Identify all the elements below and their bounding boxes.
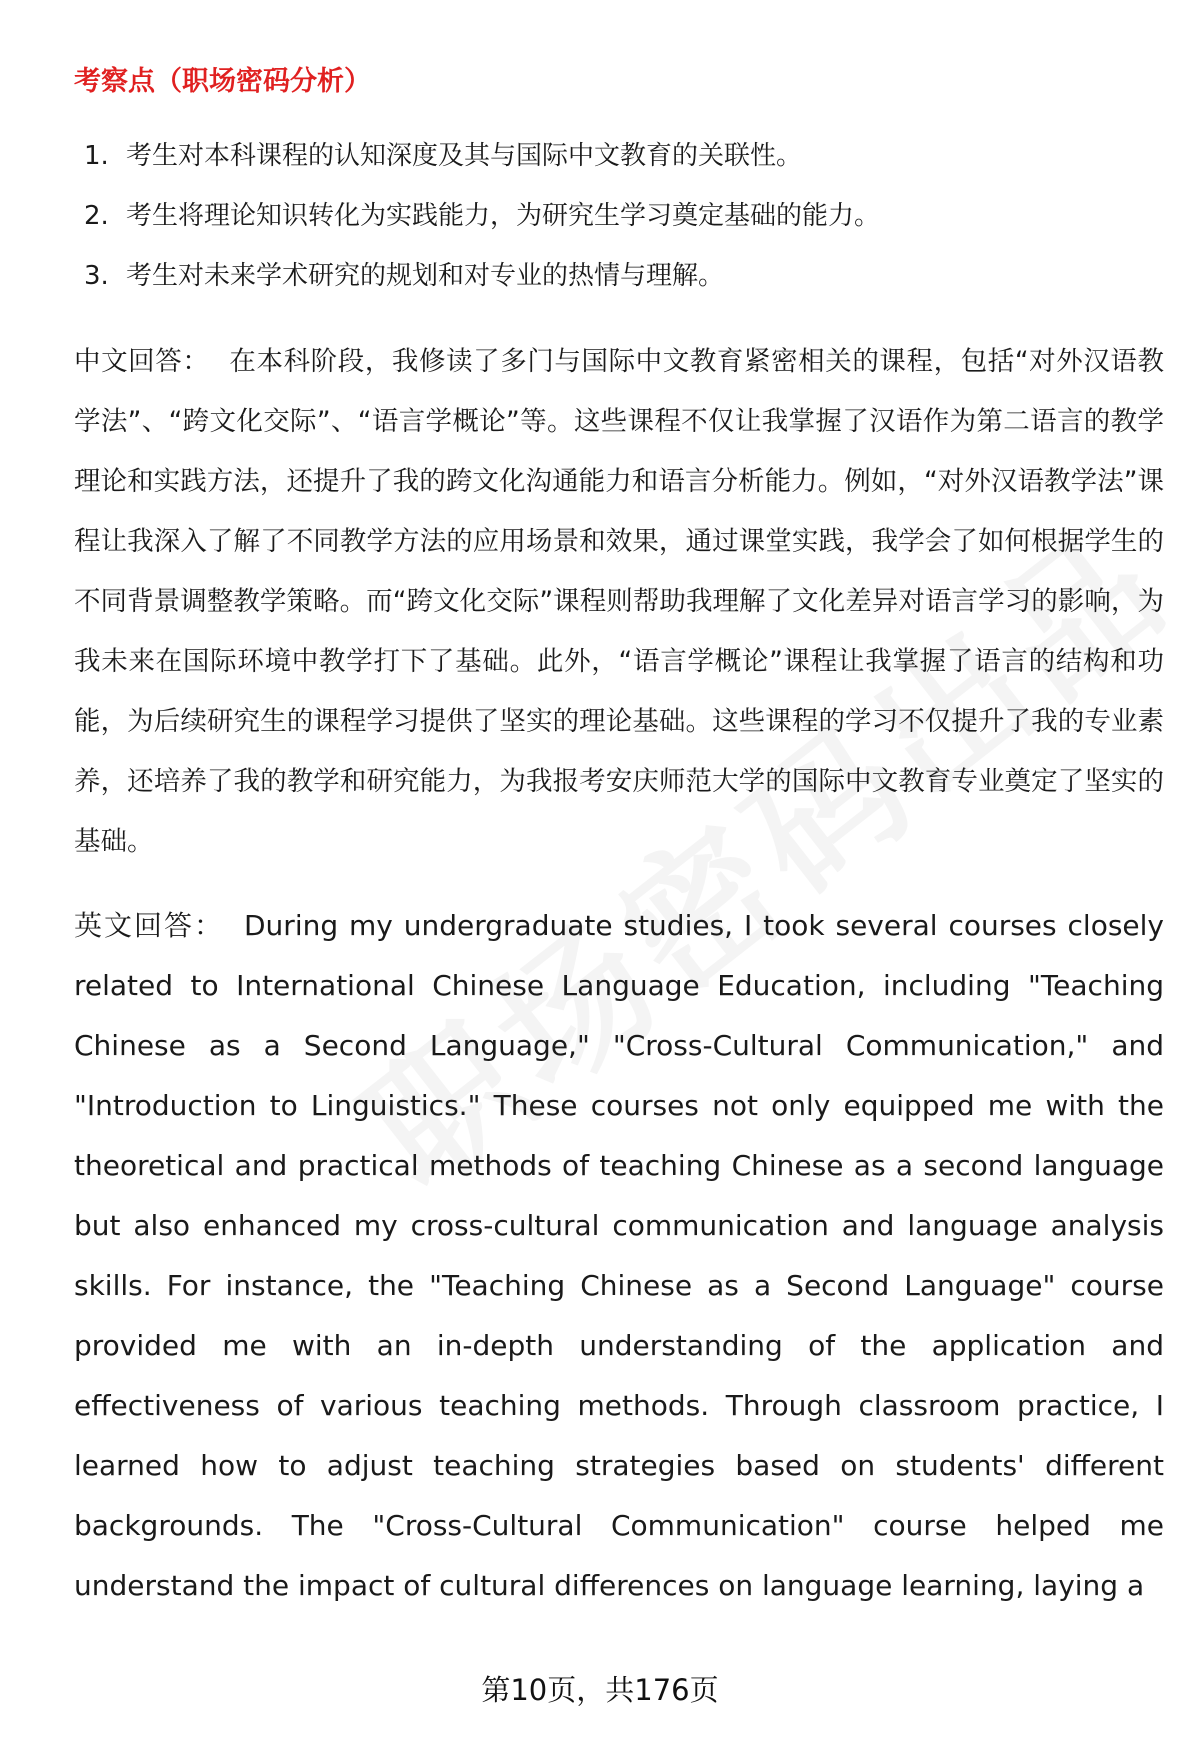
key-points-list	[74, 126, 1164, 306]
list-item	[74, 246, 1164, 306]
section-title: 考察点（职场密码分析）	[74, 66, 371, 97]
list-item	[74, 126, 1164, 186]
list-item-number: 1.	[84, 141, 109, 171]
chinese-answer-paragraph	[74, 332, 1164, 872]
english-answer-text: During my undergraduate studies, I took several courses closely related to International Chinese Language Education, including "Teaching Chinese as a Second Language," "Cross-Cultural Communication," and "Introduction to Linguistics." These courses not only equipped me with the theoretical and practical methods of teaching Chinese as a second language but also enhanced my cross-cultural communication and language analysis skills. For instance, the "Teaching Chinese as a Second Language" course provided me with an in-depth understanding of the application and effectiveness of various teaching methods. Through classroom practice, I learned how to adjust teaching strategies based on students' different backgrounds. The "Cross-Cultural Communication" course helped me understand the impact of cultural differences on language learning, laying a	[74, 909, 1164, 1602]
list-item-text: 考生对本科课程的认知深度及其与国际中文教育的关联性。	[126, 141, 803, 171]
list-item-text: 考生对未来学术研究的规划和对专业的热情与理解。	[126, 261, 725, 291]
list-item-text: 考生将理论知识转化为实践能力，为研究生学习奠定基础的能力。	[126, 201, 881, 231]
list-item	[74, 186, 1164, 246]
chinese-answer-text: 在本科阶段，我修读了多门与国际中文教育紧密相关的课程，包括“对外汉语教学法”、“跨文化交际”、“语言学概论”等。这些课程不仅让我掌握了汉语作为第二语言的教学理论和实践方法，还提升了我的跨文化沟通能力和语言分析能力。例如，“对外汉语教学法”课程让我深入了解了不同教学方法的应用场景和效果，通过课堂实践，我学会了如何根据学生的不同背景调整教学策略。而“跨文化交际”课程则帮助我理解了文化差异对语言学习的影响，为我未来在国际环境中教学打下了基础。此外，“语言学概论”课程让我掌握了语言的结构和功能，为后续研究生的课程学习提供了坚实的理论基础。这些课程的学习不仅提升了我的专业素养，还培养了我的教学和研究能力，为我报考安庆师范大学的国际中文教育专业奠定了坚实的基础。	[74, 346, 1164, 857]
list-item-number: 3.	[84, 261, 109, 291]
document-page	[74, 60, 1164, 1616]
english-answer-paragraph	[74, 896, 1164, 1616]
chinese-answer-label: 中文回答：	[74, 346, 210, 377]
list-item-number: 2.	[84, 201, 109, 231]
page-number-footer: 第10页，共176页	[481, 1673, 719, 1707]
english-answer-label: 英文回答：	[74, 909, 224, 942]
